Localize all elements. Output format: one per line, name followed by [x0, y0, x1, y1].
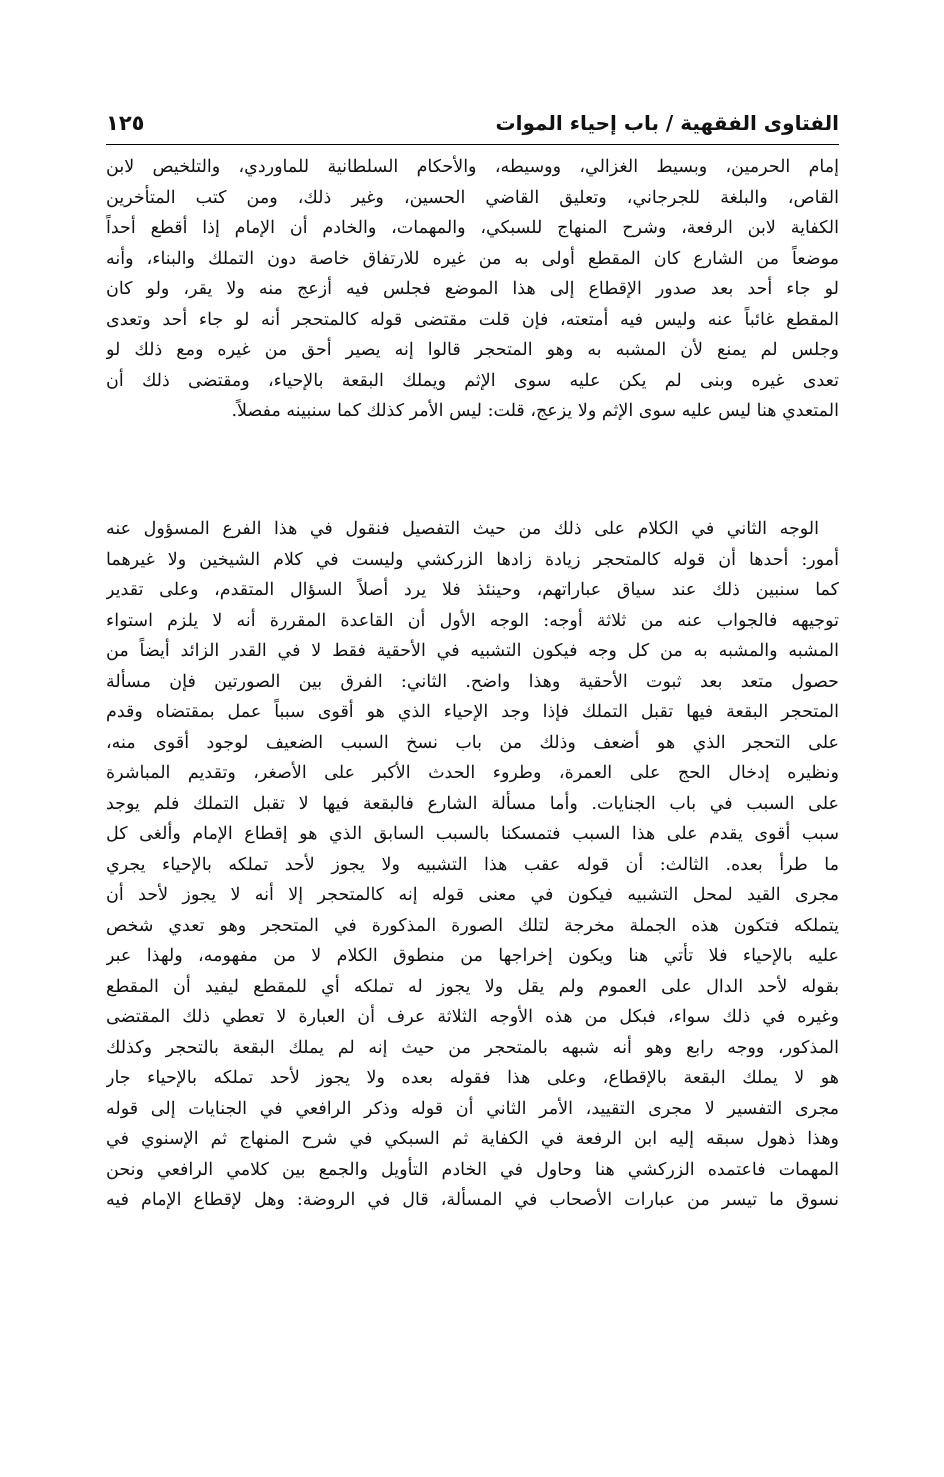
text-line: المتعدي هنا ليس عليه سوى الإثم ولا يزعج، قلت: ليس الأمر كذلك كما سنبينه مفصلاً. — [231, 401, 839, 421]
text-line: موضعاً من الشارع كان المقطع أولى به من غيره للارتفاق خاصة دون التملك والبناء، وأنه — [106, 248, 839, 269]
text-line: عليه بالإحياء فلا تأتي هنا ويكون إخراجها من منطوق الكلام لا من مفهومه، ولهذا عبر — [106, 946, 839, 966]
paragraph-2 — [106, 514, 839, 1216]
text-line: المشبه والمشبه به من كل وجه فيكون التشبيه في الأحقية فقط لا في القدر الزائد أيضاً من — [106, 641, 839, 661]
text-line: المذكور، ووجه رابع وهو أنه شبهه بالمتحجر من حيث إنه لم يملك البقعة بالتحجر وكذلك — [106, 1037, 839, 1058]
page-number: ١٢٥ — [106, 111, 145, 135]
text-line: أمور: أحدها أن قوله كالمتحجر زيادة زادها الزركشي وليست في كلام الشيخين ولا غيرهما — [106, 549, 839, 570]
text-line: مجرى التفسير لا مجرى التقييد، الأمر الثاني أن قوله وذكر الرافعي في الجنايات إلى قوله — [106, 1098, 839, 1119]
text-line: توجيهه فالجواب عنه من ثلاثة أوجه: الوجه الأول أن القاعدة المقررة أنه لا يلزم استواء — [106, 610, 839, 631]
text-line: ونظيره إدخال الحج على العمرة، وطروء الحدث الأكبر على الأصغر، وتقديم المباشرة — [106, 763, 839, 783]
text-line: المهمات فاعتمده الزركشي هنا وحاول في الخادم التأويل والجمع بين كلامي الرافعي ونحن — [106, 1159, 839, 1180]
text-line: إمام الحرمين، وبسيط الغزالي، ووسيطه، والأحكام السلطانية للماوردي، والتلخيص لابن — [106, 157, 839, 177]
text-line: على التحجر الذي هو أضعف وذلك من باب نسخ السبب الضعيف لوجود أقوى منه، — [106, 732, 839, 753]
text-line: المتحجر البقعة فيها تقبل التملك فإذا وجد الإحياء الذي هو أقوى سبباً عمل بمقتضاه وقدم — [106, 702, 839, 722]
text-line: ما طرأ بعده. الثالث: أن قوله عقب هذا التشبيه ولا يجوز لأحد تملكه بالإحياء يجري — [106, 854, 839, 875]
text-line: لو جاء أحد بعد صدور الإقطاع إلى هذا الموضع فجلس فيه أزعج منه ولا يقر، ولو كان — [106, 279, 839, 299]
text-line: تعدى غيره وبنى لم يكن عليه سوى الإثم ويملك البقعة بالإحياء، ومقتضى ذلك أن — [106, 370, 839, 391]
text-line: هو لا يملك البقعة بالإقطاع، وعلى هذا فقوله بعده ولا يجوز لأحد تملكه بالإحياء جار — [106, 1068, 839, 1088]
running-header — [106, 108, 839, 145]
text-line: وجلس لم يمنع لأن المشبه به وهو المتحجر قالوا إنه يصير أحق من غيره ومع ذلك لو — [106, 340, 839, 360]
text-line: على السبب في باب الجنايات. وأما مسألة الشارع فالبقعة فيها لا تقبل التملك فلم يوجد — [106, 793, 839, 814]
text-line: حصول متعد بعد ثبوت الأحقية وهذا واضح. الثاني: الفرق بين الصورتين فإن مسألة — [106, 671, 839, 692]
text-line: كما سنبين ذلك عند سياق عباراتهم، وحينئذ فلا يرد أصلاً السؤال المتقدم، وعلى تقدير — [106, 580, 839, 600]
text-line: المقطع غائباً عنه وليس فيه أمتعته، فإن قلت مقتضى قوله كالمتحجر أنه لو جاء أحد وتعدى — [106, 309, 839, 330]
text-line: بقوله لأحد الدال على العموم ولم يقل ولا يجوز له تملكه أي للمقطع ليفيد أن المقطع — [106, 976, 839, 997]
text-line: القاص، والبلغة للجرجاني، وتعليق القاضي الحسين، وغير ذلك، ومن كتب المتأخرين — [106, 187, 839, 208]
text-line: وغيره في ذلك سواء، فبكل من هذه الأوجه الثلاثة عرف أن العبارة لا تعطي ذلك المقتضى — [106, 1007, 839, 1027]
header-title: الفتاوى الفقهية / باب إحياء الموات — [495, 111, 839, 135]
text-line: الوجه الثاني في الكلام على ذلك من حيث التفصيل فنقول في هذا الفرع المسؤول عنه — [106, 519, 819, 539]
text-line: مجرى القيد لمحل التشبيه فيكون في معنى قوله إنه كالمتحجر إلا أنه لا يجوز لأحد أن — [106, 885, 839, 905]
text-line: وهذا ذهول سبقه إليه ابن الرفعة في الكفاية ثم السبكي في شرح المنهاج ثم الإسنوي في — [106, 1129, 839, 1149]
text-line: سبب أقوى يقدم على هذا السبب فتمسكنا بالسبب السابق الذي هو إقطاع الإمام وألغى كل — [106, 824, 839, 844]
text-line: يتملكه فتكون هذه الجملة مخرجة لتلك الصورة المذكورة في المتحجر وهو تعدي شخص — [106, 915, 839, 936]
text-line: الكفاية لابن الرفعة، وشرح المنهاج للسبكي، والمهمات، والخادم أن الإمام إذا أقطع أحداً — [106, 218, 839, 238]
paragraph-1 — [106, 152, 839, 427]
text-line: نسوق ما تيسر من عبارات الأصحاب في المسألة، قال في الروضة: وهل لإقطاع الإمام فيه — [106, 1190, 839, 1210]
